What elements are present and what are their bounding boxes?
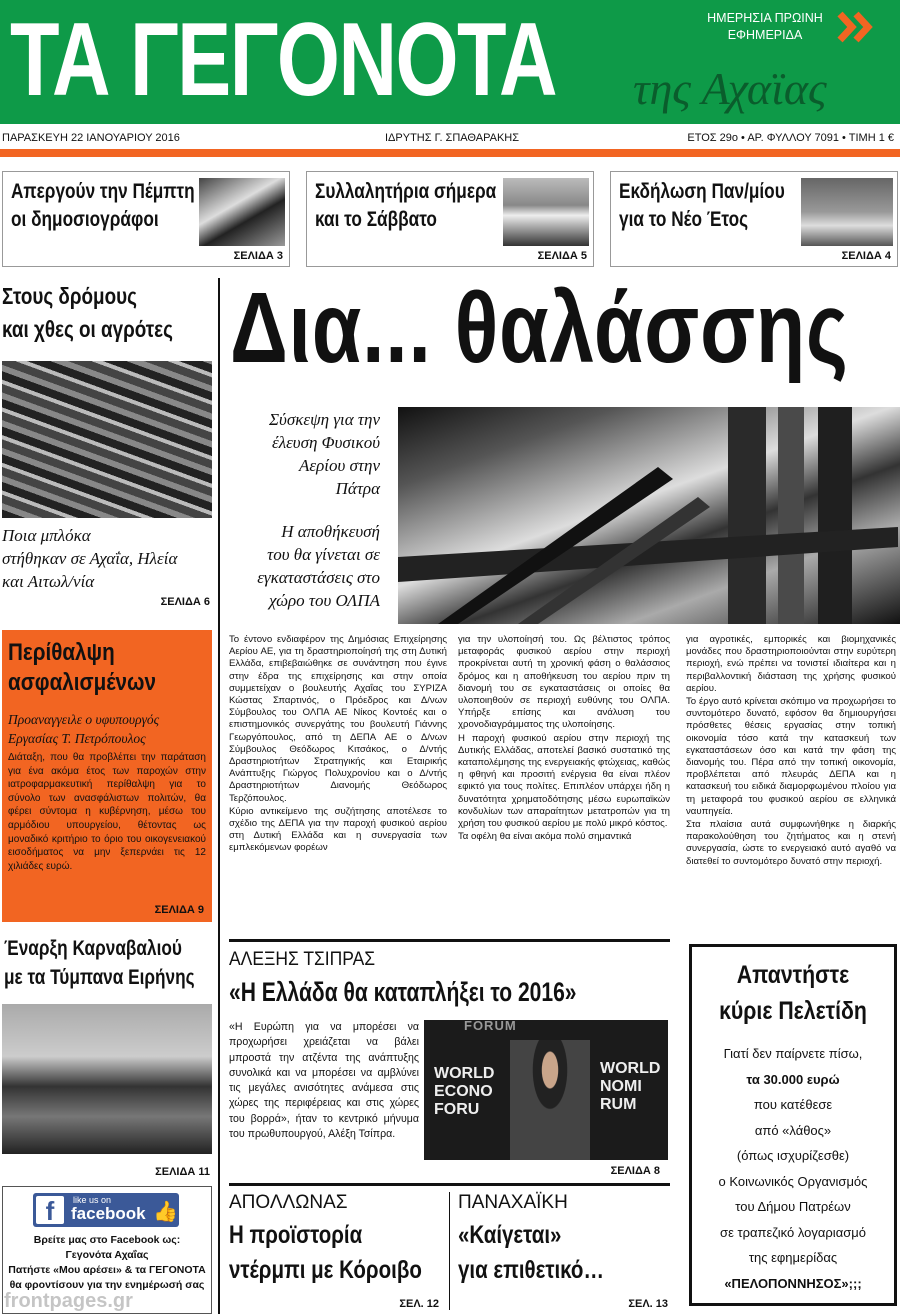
lead-paragraph: Το έντονο ενδιαφέρον της Δημόσιας Επιχείρησης Αερίου ΑΕ, για τη δραστηριοποίησή της στη Δυτική Ελλάδα, επιβεβαιώθηκε σε συνάντηση που έγινε στην έδρα της επιχείρησης και στην οποία συμμετείχαν ο βουλευτής Αχαΐας του ΣΥΡΙΖΑ Κώστας Σπαρτινός, ο Πρόεδρος και Δ/νων Σύμβουλος του ΟΛΠΑ ΑΕ Νίκος Κοντοές και ο επιστημονικός συνεργάτης του βουλευτή Γιάννης Γεωργόπουλος, από τη ΔΕΠΑ ΑΕ ο Δ/νων Σύμβουλος Θεόδωρος Κιτσάκος, ο Δ/ντής Δραστηριοτήτων Στρατηγικής και Εταιρικής Ανάπτυξης Γιώργος Πολυχρονίου και ο Δ/ντής Δραστηριοτήτων Διανομής Θεόδωρος Τερζόπουλος. <box>229 634 447 804</box>
thumbs-up-icon: 👍 <box>153 1201 178 1223</box>
facebook-badge-big: facebook <box>71 1204 146 1223</box>
lead-photo-gas-pipes <box>398 407 900 624</box>
date-strip <box>0 128 900 148</box>
peletidis-line: «ΠΕΛΟΠΟΝΝΗΣΟΣ»;;; <box>724 1275 862 1291</box>
panachaiki-title <box>458 1218 604 1288</box>
lead-paragraph: Κύριο αντικείμενο της συζήτησης αποτέλεσε το σχέδιο της ΔΕΠΑ για την παροχή φυσικού αερίου στη Δυτική Ελλάδα και η συνεργασία των εμπλεκόμενων φορέων <box>229 805 447 854</box>
deck-1-line: Αερίου στην <box>299 456 380 475</box>
teaser-photo-protest <box>503 178 589 246</box>
lead-paragraph: Η παροχή φυσικού αερίου στην περιοχή της Δυτικής Ελλάδας, αποτελεί βασικό συστατικό της καταπολέμησης της ενεργειακής φτώχειας, καθώς η φθηνή και προσιτή ενέργεια θα είναι πλέον εφικτό για τους πολίτες. Επιπλέον υπάρχει ήδη η δυνατότητα χρηματοδότησης μέσω ευρωπαϊκών κονδυλίων των απαραίτητων μετατροπών για τη χρήση του φυσικού αερίου με πολύ μικρό κόστος. <box>458 732 670 830</box>
deck-1-line: έλευση Φυσικού <box>272 433 380 452</box>
apollon-kicker: ΑΠΟΛΛΩΝΑΣ <box>229 1192 348 1213</box>
apollon-title-line-2: ντέρμπι με Κόροιβο <box>229 1256 422 1284</box>
lead-paragraph: για αγροτικές, εμπορικές και βιομηχανικές μονάδες που δραστηριοποιούνται στην ευρύτερη περιοχή, ενώ πρέπει να τονιστεί ιδιαίτερα και η περιβαλλοντική διάσταση της χρήσης φυσικού αερίου. <box>686 634 896 694</box>
peletidis-title-line-1: Απαντήστε <box>736 961 850 989</box>
facebook-badge[interactable] <box>33 1193 179 1227</box>
panachaiki-kicker: ΠΑΝΑΧΑΪΚΗ <box>458 1192 568 1213</box>
peletidis-line: σε τραπεζικό λογαριασμό <box>720 1224 866 1240</box>
masthead-subtitle: της Αχαϊας <box>633 63 827 114</box>
peletidis-title-line-2: κύριε Πελετίδη <box>719 997 867 1025</box>
peletidis-line: ο Κοινωνικός Οργανισμός <box>718 1173 868 1189</box>
carnival-title-line-1: Έναρξη Καρναβαλιού <box>4 937 182 960</box>
photo-text-forum-top: FORUM <box>464 1020 517 1033</box>
founder: ΙΔΡΥΤΗΣ Γ. ΣΠΑΘΑΡΑΚΗΣ <box>385 132 520 144</box>
peletidis-line: (όπως ισχυρίζεσθε) <box>736 1148 850 1163</box>
apollon-story[interactable] <box>229 1190 443 1314</box>
insurance-title <box>8 638 156 698</box>
lead-column-2 <box>458 634 670 844</box>
tsipras-body: «Η Ευρώπη για να μπορέσει να προχωρήσει χρειάζεται να βάλει μπροστά την ατζέντα της ανάπτυξης συνολικά και να μπορέσει να αμβλύνει τις μεγάλες ανισότητες ανάμεσα στις χώρες της περιφέρειας και στις χώρες του βορρά», ήταν το κεντρικό μήνυμα του πρωθυπουργού, Αλέξη Τσίπρα. <box>229 1021 419 1141</box>
issue-date: ΠΑΡΑΣΚΕΥΗ 22 ΙΑΝΟΥΑΡΙΟΥ 2016 <box>2 132 180 144</box>
masthead-title: ΤΑ ΓΕΓΟΝΟΤΑ <box>10 2 557 118</box>
lead-paragraph: Στα πλαίσια αυτά συμφωνήθηκε η διαρκής παρακολούθηση του ζητήματος και η στενή συνεργασία, ώστε το ενεργειακό αυτό αγαθό να διατεθεί το συντομότερο δυνατό στην περιοχή. <box>686 819 896 867</box>
panachaiki-story[interactable] <box>458 1190 670 1314</box>
farmers-sub-line-2: στήθηκαν σε Αχαΐα, Ηλεία <box>2 549 178 568</box>
facebook-f-icon: f <box>36 1196 64 1224</box>
deck-2-line: του θα γίνεται σε <box>267 545 380 564</box>
teaser-box-3[interactable] <box>610 171 898 267</box>
tagline-line-2: ΕΦΗΜΕΡΙΔΑ <box>727 28 803 42</box>
peletidis-box[interactable] <box>689 944 897 1306</box>
photo-text-wef-left: WORLD ECONO FORU <box>434 1065 495 1118</box>
insurance-box[interactable] <box>2 630 212 922</box>
facebook-line-1: Βρείτε μας στο Facebook ως: <box>33 1234 181 1246</box>
page-ref: ΣΕΛ. 12 <box>399 1298 439 1310</box>
peletidis-line: που κατέθεσε <box>753 1097 833 1112</box>
tsipras-rule <box>229 939 670 942</box>
peletidis-line: Γιατί δεν παίρνετε πίσω, <box>723 1046 863 1061</box>
issue-info: ΕΤΟΣ 29ο • ΑΡ. ΦΥΛΛΟΥ 7091 • ΤΙΜΗ 1 € <box>687 132 894 144</box>
apollon-title <box>229 1218 422 1288</box>
facebook-line-4: θα φροντίσουν για την ενημέρωσή σας <box>9 1279 205 1291</box>
masthead-tagline <box>690 10 840 44</box>
tsipras-kicker: ΑΛΕΞΗΣ ΤΣΙΠΡΑΣ <box>229 949 376 970</box>
teaser-title <box>315 178 496 234</box>
photo-person <box>510 1040 590 1160</box>
insurance-title-line-1: Περίθαλψη <box>8 639 115 666</box>
carnival-photo-press-conference <box>2 1004 212 1154</box>
insurance-body: Διάταξη, που θα προβλέπει την παράταση για ένα ακόμα έτος των παροχών στην ιατροφαρμακευτική περίθαλψη για το σύνολο των ανασφάλιστων πολιτών, θα φέρει σύντομα η κυβέρνηση, μέσω του αρμόδιου υπουργείου, θέτοντας ως μοναδικό κριτήριο το όριο του οικογενειακού εισοδήματος να μην ξεπερνάει τις 12 χιλιάδες ευρώ. <box>8 752 206 872</box>
teaser-title <box>619 178 785 234</box>
carnival-title <box>4 934 195 992</box>
panachaiki-title-line-2: για επιθετικό… <box>458 1256 604 1284</box>
deck-1-line: Πάτρα <box>335 479 380 498</box>
teaser-photo-newspaper <box>199 178 285 246</box>
peletidis-line: του Δήμου Πατρέων <box>735 1199 851 1214</box>
sports-rule <box>229 1183 670 1186</box>
teaser-title <box>11 178 195 234</box>
page-ref: ΣΕΛΙΔΑ 9 <box>154 904 204 916</box>
lead-deck-2 <box>226 520 380 612</box>
teaser-line-2: για το Νέο Έτος <box>619 208 749 231</box>
teaser-photo-concert <box>801 178 893 246</box>
double-chevron-icon <box>836 10 876 44</box>
insurance-sub-line-1: Προαναγγειλε ο υφυπουργός <box>8 712 160 727</box>
farmers-title-line-2: και χθες οι αγρότες <box>2 316 173 342</box>
column-rule <box>218 278 220 1314</box>
tsipras-photo <box>424 1020 668 1160</box>
lead-headline: Δια... θαλάσσης <box>230 272 849 384</box>
watermark: frontpages.gr <box>4 1290 133 1312</box>
farmers-sub-line-3: και Αιτωλ/νία <box>2 572 95 591</box>
deck-2-line: Η αποθήκευσή <box>281 522 380 541</box>
lead-deck-1 <box>226 408 380 500</box>
page-ref: ΣΕΛΙΔΑ 8 <box>610 1165 660 1177</box>
deck-2-line: εγκαταστάσεις στο <box>257 568 380 587</box>
facebook-line-2: Γεγονότα Αχαΐας <box>65 1249 149 1261</box>
insurance-subtitle <box>8 710 159 748</box>
carnival-title-line-2: με τα Τύμπανα Ειρήνης <box>4 966 195 989</box>
carnival-story[interactable] <box>0 934 214 1182</box>
facebook-text <box>3 1233 211 1293</box>
lead-column-3 <box>686 634 896 869</box>
tsipras-headline: «Η Ελλάδα θα καταπλήξει το 2016» <box>229 977 577 1007</box>
insurance-sub-line-2: Εργασίας Τ. Πετρόπουλος <box>8 731 146 746</box>
farmers-subtitle <box>2 524 177 593</box>
deck-2-line: χώρο του ΟΛΠΑ <box>269 591 380 610</box>
teaser-line-1: Εκδήλωση Παν/μίου <box>619 180 785 203</box>
page-ref: ΣΕΛΙΔΑ 11 <box>155 1166 210 1178</box>
lead-paragraph: για την υλοποίησή του. Ως βέλτιστος τρόπος μεταφοράς φυσικού αερίου στην περιοχή προκρίνεται αυτή τη χρονική φάση ο θαλάσσιος δρόμος και η αποθήκευση του αερίου πριν τη διανομή του σε εγκαταστάσεις οι οποίες θα υλοποιηθούν σε περιοχή ευθύνης του ΟΛΠΑ. Υπήρξε επίσης και ανάλυση του χρονοδιαγράμματος της υλοποίησης. <box>458 634 670 731</box>
photo-text-wef-right: WORLD NOMI RUM <box>600 1060 661 1113</box>
peletidis-line: τα 30.000 ευρώ <box>746 1071 840 1087</box>
page-ref: ΣΕΛ. 13 <box>628 1298 668 1310</box>
masthead <box>0 0 900 124</box>
insurance-title-line-2: ασφαλισμένων <box>8 669 156 696</box>
teaser-line-1: Απεργούν την Πέμπτη <box>11 180 195 203</box>
tagline-line-1: ΗΜΕΡΗΣΙΑ ΠΡΩΙΝΗ <box>707 11 823 25</box>
deck-1-line: Σύσκεψη για την <box>268 410 380 429</box>
lead-paragraph: Το έργο αυτό κρίνεται σκόπιμο να προχωρήσει το συντομότερο δυνατό, εφόσον θα δημιουργήσει πρόσθετες θέσεις εργασίας στην τοπική οικονομία τόσο κατά την κατασκευή των εγκαταστάσεων όσο και κατά την φάση της διανομής του. Πέρα από την τοπική οικονομία, προβλέπεται από πλευράς ΔΕΠΑ και η κατασκευή του ειδικά διαμορφωμένου πλοίου για τη μεταφορά του φυσικού αερίου σε ελληνικά ναυπηγεία. <box>686 696 896 817</box>
peletidis-line: της εφημερίδας <box>748 1250 838 1265</box>
facebook-line-3: Πατήστε «Μου αρέσει» & τα ΓΕΓΟΝΟΤΑ <box>8 1264 206 1276</box>
apollon-title-line-1: Η προϊστορία <box>229 1221 363 1249</box>
facebook-badge-small: like us on <box>73 1195 112 1205</box>
page-ref: ΣΕΛΙΔΑ 4 <box>841 250 891 262</box>
lead-paragraph: Τα οφέλη θα είναι ακόμα πολύ σημαντικά <box>458 831 632 843</box>
teaser-line-2: και το Σάββατο <box>315 208 437 231</box>
farmers-title-line-1: Στους δρόμους <box>2 283 137 309</box>
farmers-sub-line-1: Ποια μπλόκα <box>2 526 91 545</box>
farmers-story[interactable] <box>0 278 214 618</box>
sports-divider <box>449 1192 450 1310</box>
peletidis-text <box>692 1041 894 1296</box>
panachaiki-title-line-1: «Καίγεται» <box>458 1221 562 1249</box>
teaser-line-1: Συλλαλητήρια σήμερα <box>315 180 497 203</box>
teaser-line-2: οι δημοσιογράφοι <box>11 208 159 231</box>
farmers-photo-tractors <box>2 361 212 518</box>
teaser-box-1[interactable] <box>2 171 290 267</box>
peletidis-line: από «λάθος» <box>754 1122 832 1138</box>
pipe-drawing <box>398 407 900 624</box>
page-ref: ΣΕΛΙΔΑ 6 <box>160 596 210 608</box>
peletidis-title <box>692 957 894 1029</box>
teaser-box-2[interactable] <box>306 171 594 267</box>
page-ref: ΣΕΛΙΔΑ 3 <box>233 250 283 262</box>
page-ref: ΣΕΛΙΔΑ 5 <box>537 250 587 262</box>
orange-rule <box>0 149 900 157</box>
farmers-title <box>2 280 173 346</box>
lead-column-1 <box>229 634 447 856</box>
